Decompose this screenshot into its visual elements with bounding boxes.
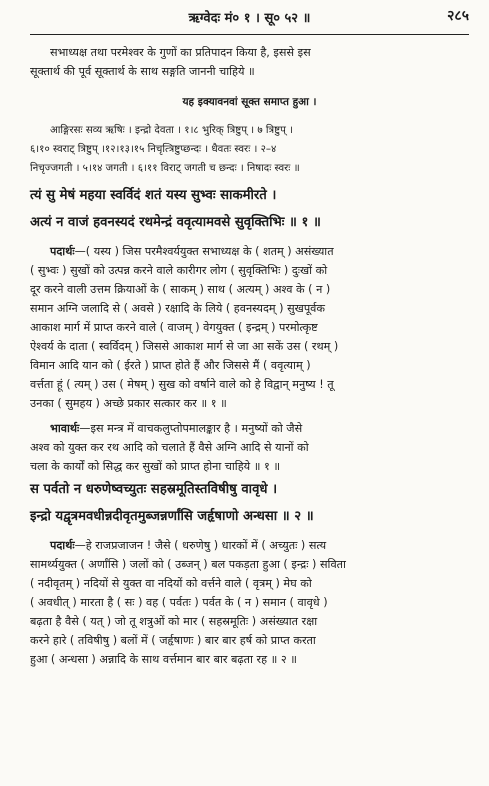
page-number: २८५ <box>447 8 469 24</box>
mantra-2 <box>30 476 469 530</box>
text-line: सभाध्यक्ष तथा परमेश्वर के गुणों का प्रतिपादन किया है, इससे इस <box>50 46 311 59</box>
text-line: भावार्थः—इस मन्त्र में वाचकलुप्तोपमालङ्कार है । मनुष्यों को जैसे <box>50 422 303 435</box>
meta-line: ६।१० स्वराट् त्रिष्टुप् ।१२।१३।१५ निचृत्त्रिष्टुप्छन्दः । धैवतः स्वरः । २–४ <box>30 144 277 155</box>
mantra-1 <box>30 182 469 236</box>
text-line: दूर करने वाली उत्तम क्रियाओं के ( साकम् ) साथ ( अत्यम् ) अश्व के ( न ) <box>30 283 331 296</box>
text-line: करने हारे ( तविषीषु ) बलों में ( जर्हृषाणः ) बार बार हर्ष को प्राप्त करता <box>30 634 316 647</box>
bhavartha-heading: भावार्थः <box>50 422 80 435</box>
text-line: ऐश्वर्य के दाता ( स्वर्विदम् ) जिससे आकाश मार्ग से जा आ सकें उस ( रथम् ) <box>30 340 339 353</box>
meta-line: निचृज्जगती । ५।१४ जगती । ६।११ विराट् जगती च छन्दः । निषादः स्वरः ॥ <box>30 163 300 174</box>
text-line: समान अग्नि जलादि से ( अवसे ) रक्षादि के लिये ( हवनस्यदम् ) सुखपूर्वक <box>30 302 325 315</box>
text-line: ( नदीवृतम् ) नदियों से युक्त वा नदियों को वर्त्तने वाले ( वृत्रम् ) मेघ को <box>30 577 312 590</box>
page-header <box>30 0 469 35</box>
text-line: बढ़ता है वैसे ( यत् ) जो तू शत्रुओं को मार ( सहस्रमूतिः ) असंख्यात रक्षा <box>30 615 318 628</box>
meta-line: आङ्गिरसः सव्य ऋषिः । इन्द्रो देवता । १।८ भुरिक् त्रिष्टुप् । ७ त्रिष्टुप् । <box>50 125 293 136</box>
text-line: ( अवधीत् ) मारता है ( सः ) वह ( पर्वतः ) पर्वत के ( न ) समान ( वावृधे ) <box>30 596 328 609</box>
mantra-line: इन्द्रो यद्वृत्रमवधीन्नदीवृतमुब्जन्नर्णांसि जर्हृषाणो अन्धसा ॥ २ ॥ <box>30 509 314 524</box>
text-line: पदार्थः—हे राजप्रजाजन ! जैसे ( धरुणेषु ) धारकों में ( अच्युतः ) सत्य <box>50 539 327 552</box>
text-line: पदार्थः—( यस्य ) जिस परमैश्वर्ययुक्त सभाध्यक्ष के ( शतम् ) असंख्यात <box>50 245 334 258</box>
text-line: चला के कार्यों को सिद्ध कर सुखों को प्राप्त होना चाहिये ॥ १ ॥ <box>30 460 281 473</box>
bhavartha-1 <box>30 419 469 476</box>
text-line: आकाश मार्ग में प्राप्त करने वाले ( वाजम् ) वेगयुक्त ( इन्द्रम् ) परमोत्कृष्ट <box>30 321 318 334</box>
text-line: उनका ( सुमहय ) अच्छे प्रकार सत्कार कर ॥ १ ॥ <box>30 397 227 410</box>
text-line: अश्व को युक्त कर रथ आदि को चलाते हैं वैसे अग्नि आदि से यानों को <box>30 441 309 454</box>
sukta-completion-note: यह इक्यावनवां सूक्त समाप्त हुआ । <box>182 96 317 108</box>
text-line: सामर्थ्ययुक्त ( अर्णांसि ) जलों को ( उब्जन् ) बल पकड़ता हुआ ( इन्द्रः ) सविता <box>30 558 346 571</box>
mantra-line: त्यं सु मेषं महया स्वर्विदं शतं यस्य सुभ्वः साकमीरते । <box>30 188 277 203</box>
text-line: हुआ ( अन्धसा ) अन्नादि के साथ वर्त्तमान बार बार बढ़ता रह ॥ २ ॥ <box>30 653 297 666</box>
mantra-line: अत्यं न वाजं हवनस्यदं रथमेन्द्रं ववृत्यामवसे सुवृक्तिभिः ॥ १ ॥ <box>30 215 321 230</box>
intro-paragraph <box>30 43 469 81</box>
text-line: सूक्तार्थ की पूर्व सूक्तार्थ के साथ सङ्गति जाननी चाहिये ॥ <box>30 65 255 78</box>
padartha-heading: पदार्थः <box>50 245 75 258</box>
sukta-metadata <box>30 121 469 178</box>
running-title: ऋग्वेदः मं० १ । सू० ५२ ॥ <box>188 11 311 26</box>
mantra-line: स पर्वतो न धरुणेष्वच्युतः सहस्रमूतिस्तविषीषु वावृधे । <box>30 482 278 497</box>
text-line: ( सुभ्वः ) सुखों को उत्पन्न करने वाले कारीगर लोग ( सुवृक्तिभिः ) दुःखों को <box>30 264 328 277</box>
padartha-1 <box>30 242 469 413</box>
text-line: विमान आदि यान को ( ईरते ) प्राप्त होते हैं और जिससे मैं ( ववृत्याम् ) <box>30 359 311 372</box>
padartha-2 <box>30 536 469 669</box>
padartha-heading: पदार्थः <box>50 539 75 552</box>
text-line: वर्त्तता हूं ( त्यम् ) उस ( मेषम् ) सुख को वर्षाने वाले को हे विद्वान् मनुष्य ! तू <box>30 378 334 391</box>
